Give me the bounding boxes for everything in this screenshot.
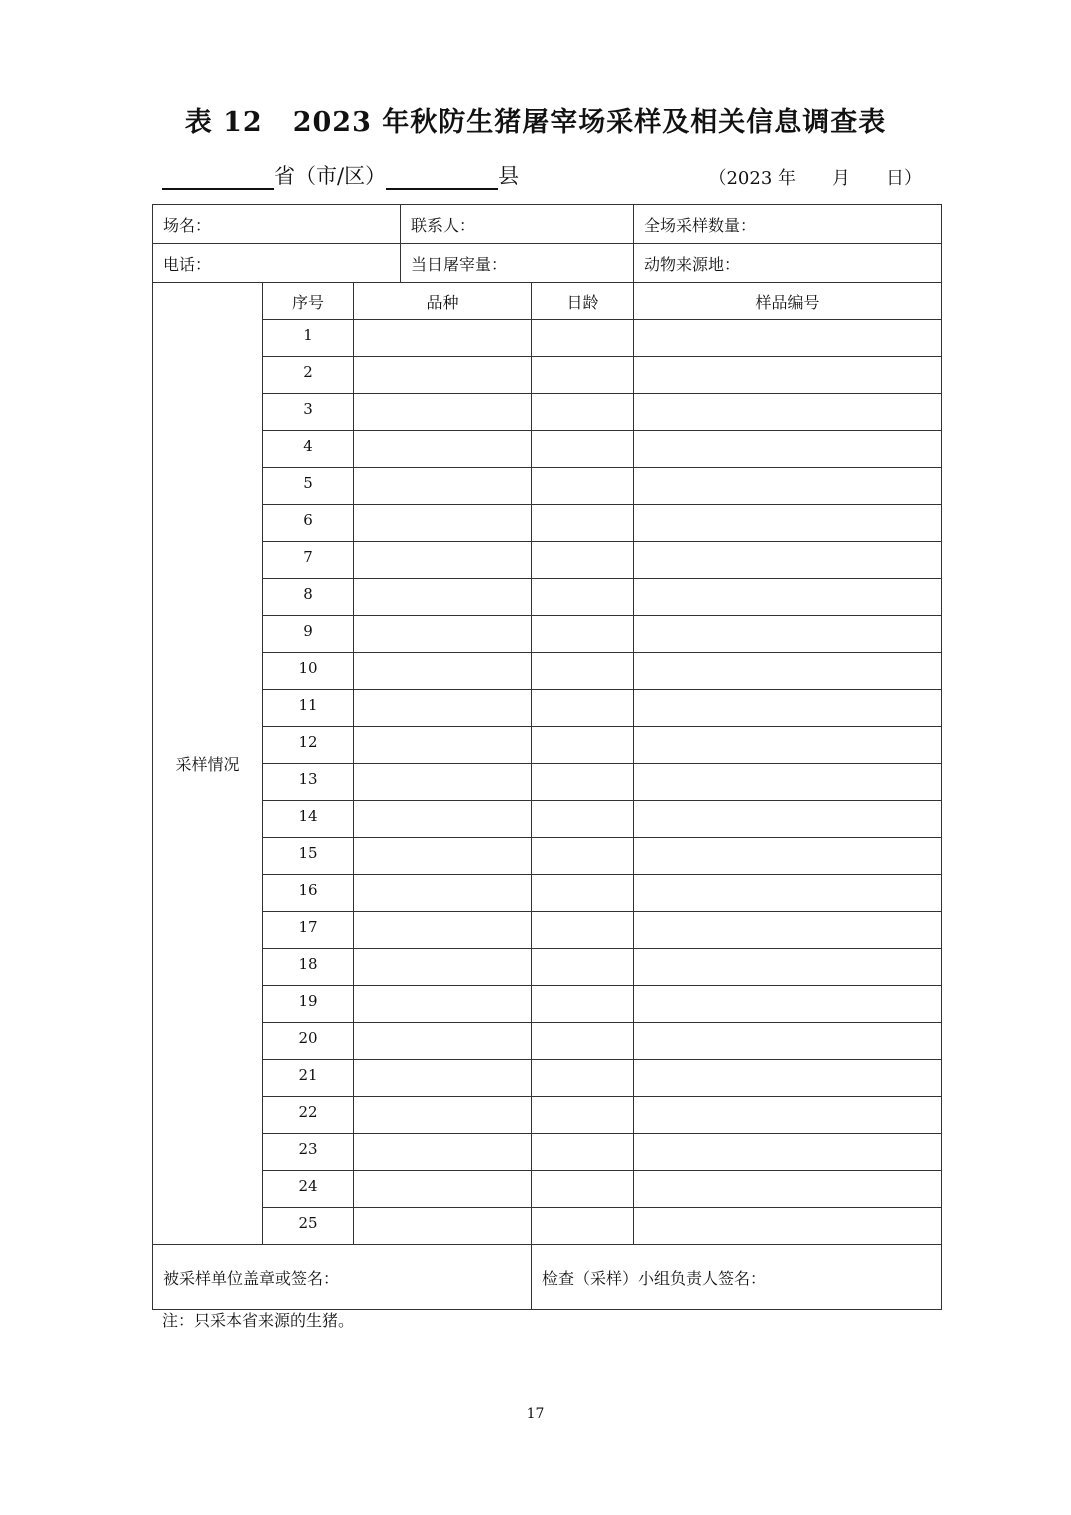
table-row <box>153 801 942 838</box>
row-number: 16 <box>263 875 354 912</box>
age-cell[interactable] <box>532 542 634 579</box>
table-row <box>153 1171 942 1208</box>
table-row <box>153 468 942 505</box>
table-row <box>153 653 942 690</box>
location-line <box>162 160 922 194</box>
table-row <box>153 949 942 986</box>
table-row <box>153 320 942 357</box>
breed-cell[interactable] <box>354 616 532 653</box>
col-header-seq: 序号 <box>263 283 354 320</box>
breed-cell[interactable] <box>354 912 532 949</box>
date-month: 月 <box>832 168 850 189</box>
age-cell[interactable] <box>532 1171 634 1208</box>
sample-id-cell[interactable] <box>634 653 942 690</box>
sampling-section-label: 采样情况 <box>153 283 263 1245</box>
age-cell[interactable] <box>532 1060 634 1097</box>
row-number: 11 <box>263 690 354 727</box>
breed-cell[interactable] <box>354 690 532 727</box>
farm-name-field[interactable]: 场名： <box>153 205 401 244</box>
date-year: （2023 年 <box>708 168 796 189</box>
row-number: 17 <box>263 912 354 949</box>
age-cell[interactable] <box>532 949 634 986</box>
breed-cell[interactable] <box>354 727 532 764</box>
total-samples-field[interactable]: 全场采样数量： <box>634 205 942 244</box>
table-row <box>153 431 942 468</box>
table-row <box>153 986 942 1023</box>
age-cell[interactable] <box>532 875 634 912</box>
breed-cell[interactable] <box>354 1171 532 1208</box>
age-cell[interactable] <box>532 690 634 727</box>
sample-id-cell[interactable] <box>634 764 942 801</box>
row-number: 1 <box>263 320 354 357</box>
county-label: 县 <box>498 164 520 188</box>
age-cell[interactable] <box>532 912 634 949</box>
breed-cell[interactable] <box>354 357 532 394</box>
row-number: 14 <box>263 801 354 838</box>
age-cell[interactable] <box>532 616 634 653</box>
county-blank[interactable] <box>386 164 498 190</box>
date-day: 日） <box>886 168 922 189</box>
col-header-age: 日龄 <box>532 283 634 320</box>
breed-cell[interactable] <box>354 542 532 579</box>
sample-id-cell[interactable] <box>634 542 942 579</box>
sample-id-cell[interactable] <box>634 357 942 394</box>
breed-cell[interactable] <box>354 1134 532 1171</box>
age-cell[interactable] <box>532 1134 634 1171</box>
team-leader-signature[interactable]: 检查（采样）小组负责人签名： <box>532 1245 942 1310</box>
breed-cell[interactable] <box>354 875 532 912</box>
row-number: 9 <box>263 616 354 653</box>
age-cell[interactable] <box>532 727 634 764</box>
row-number: 23 <box>263 1134 354 1171</box>
province-blank[interactable] <box>162 164 274 190</box>
breed-cell[interactable] <box>354 1097 532 1134</box>
breed-cell[interactable] <box>354 653 532 690</box>
sample-id-cell[interactable] <box>634 727 942 764</box>
row-number: 20 <box>263 1023 354 1060</box>
sample-id-cell[interactable] <box>634 690 942 727</box>
animal-origin-field[interactable]: 动物来源地： <box>634 244 942 283</box>
breed-cell[interactable] <box>354 1060 532 1097</box>
sample-id-cell[interactable] <box>634 1134 942 1171</box>
table-row <box>153 912 942 949</box>
footnote: 注：只采本省来源的生猪。 <box>162 1311 355 1330</box>
breed-cell[interactable] <box>354 394 532 431</box>
sample-id-cell[interactable] <box>634 949 942 986</box>
row-number: 13 <box>263 764 354 801</box>
breed-cell[interactable] <box>354 764 532 801</box>
row-number: 21 <box>263 1060 354 1097</box>
breed-cell[interactable] <box>354 986 532 1023</box>
col-header-sample-id: 样品编号 <box>634 283 942 320</box>
breed-cell[interactable] <box>354 1023 532 1060</box>
survey-table <box>152 204 942 1310</box>
page-title <box>0 100 1071 139</box>
age-cell[interactable] <box>532 357 634 394</box>
table-row <box>153 1134 942 1171</box>
row-number: 24 <box>263 1171 354 1208</box>
breed-cell[interactable] <box>354 838 532 875</box>
breed-cell[interactable] <box>354 1208 532 1245</box>
row-number: 19 <box>263 986 354 1023</box>
breed-cell[interactable] <box>354 949 532 986</box>
age-cell[interactable] <box>532 431 634 468</box>
table-row <box>153 690 942 727</box>
age-cell[interactable] <box>532 838 634 875</box>
province-label: 省（市/区） <box>274 164 387 188</box>
age-cell[interactable] <box>532 1097 634 1134</box>
table-label: 表 12 <box>184 107 263 138</box>
breed-cell[interactable] <box>354 468 532 505</box>
row-number: 12 <box>263 727 354 764</box>
page-number: 17 <box>526 1406 545 1422</box>
row-number: 25 <box>263 1208 354 1245</box>
sample-id-cell[interactable] <box>634 616 942 653</box>
table-row <box>153 542 942 579</box>
breed-cell[interactable] <box>354 579 532 616</box>
sample-id-cell[interactable] <box>634 468 942 505</box>
sample-id-cell[interactable] <box>634 1208 942 1245</box>
age-cell[interactable] <box>532 320 634 357</box>
age-cell[interactable] <box>532 579 634 616</box>
table-row <box>153 357 942 394</box>
age-cell[interactable] <box>532 801 634 838</box>
sample-id-cell[interactable] <box>634 505 942 542</box>
age-cell[interactable] <box>532 986 634 1023</box>
sample-id-cell[interactable] <box>634 579 942 616</box>
age-cell[interactable] <box>532 468 634 505</box>
table-row <box>153 579 942 616</box>
col-header-breed: 品种 <box>354 283 532 320</box>
sample-id-cell[interactable] <box>634 320 942 357</box>
row-number: 6 <box>263 505 354 542</box>
table-row <box>153 1023 942 1060</box>
row-number: 7 <box>263 542 354 579</box>
age-cell[interactable] <box>532 1023 634 1060</box>
sample-id-cell[interactable] <box>634 1171 942 1208</box>
age-cell[interactable] <box>532 1208 634 1245</box>
sample-id-cell[interactable] <box>634 986 942 1023</box>
sample-id-cell[interactable] <box>634 801 942 838</box>
table-row <box>153 1208 942 1245</box>
breed-cell[interactable] <box>354 801 532 838</box>
table-row <box>153 616 942 653</box>
date-line <box>708 164 922 190</box>
daily-slaughter-field[interactable]: 当日屠宰量： <box>401 244 634 283</box>
contact-field[interactable]: 联系人： <box>401 205 634 244</box>
sample-id-cell[interactable] <box>634 1060 942 1097</box>
row-number: 18 <box>263 949 354 986</box>
row-number: 2 <box>263 357 354 394</box>
table-row <box>153 1097 942 1134</box>
breed-cell[interactable] <box>354 320 532 357</box>
sample-id-cell[interactable] <box>634 1023 942 1060</box>
table-row <box>153 727 942 764</box>
breed-cell[interactable] <box>354 431 532 468</box>
row-number: 22 <box>263 1097 354 1134</box>
row-number: 10 <box>263 653 354 690</box>
breed-cell[interactable] <box>354 505 532 542</box>
age-cell[interactable] <box>532 505 634 542</box>
age-cell[interactable] <box>532 394 634 431</box>
table-row <box>153 394 942 431</box>
table-row <box>153 875 942 912</box>
age-cell[interactable] <box>532 764 634 801</box>
table-row <box>153 764 942 801</box>
row-number: 3 <box>263 394 354 431</box>
row-number: 8 <box>263 579 354 616</box>
sampled-unit-signature[interactable]: 被采样单位盖章或签名： <box>153 1245 532 1310</box>
row-number: 5 <box>263 468 354 505</box>
sample-id-cell[interactable] <box>634 838 942 875</box>
row-number: 4 <box>263 431 354 468</box>
row-number: 15 <box>263 838 354 875</box>
sample-id-cell[interactable] <box>634 431 942 468</box>
table-row <box>153 838 942 875</box>
age-cell[interactable] <box>532 653 634 690</box>
title-text: 2023 年秋防生猪屠宰场采样及相关信息调查表 <box>292 107 887 138</box>
phone-field[interactable]: 电话： <box>153 244 401 283</box>
sample-id-cell[interactable] <box>634 394 942 431</box>
sample-id-cell[interactable] <box>634 1097 942 1134</box>
sample-id-cell[interactable] <box>634 912 942 949</box>
table-row <box>153 1060 942 1097</box>
sample-id-cell[interactable] <box>634 875 942 912</box>
table-row <box>153 505 942 542</box>
